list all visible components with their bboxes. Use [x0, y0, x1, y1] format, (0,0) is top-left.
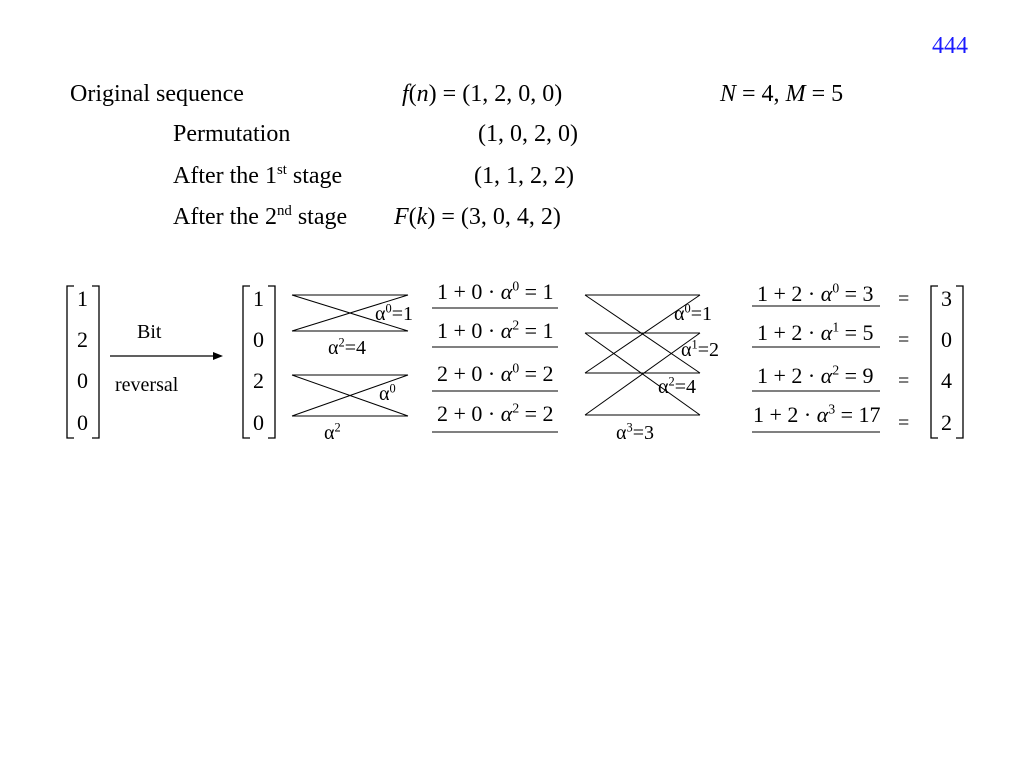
permuted-vector-0: 1 [253, 286, 264, 311]
output-vector-0: 3 [941, 286, 952, 311]
original-values: ) = (1, 2, 0, 0) [428, 81, 563, 107]
s2-result-1 [757, 280, 874, 306]
s1-r4-a: 2 [437, 401, 448, 426]
s2-twiddle-2 [681, 337, 719, 361]
s1-r1-dot: · [487, 279, 496, 304]
original-arg: n [416, 81, 429, 107]
stage1-label-post: stage [286, 163, 343, 189]
s1-r3-a: 2 [437, 361, 448, 386]
s1-r2-dot: · [487, 318, 496, 343]
s2-r3-a: 1 [757, 363, 768, 388]
input-vector-2: 0 [77, 368, 88, 393]
s2-twiddle-2-rest: =2 [697, 339, 719, 361]
s2-twiddle-1-base: α [674, 303, 685, 325]
original-func: f [402, 81, 409, 107]
s2-r3-exp: 2 [832, 362, 840, 378]
s1-twiddle-3-sup: 0 [389, 381, 396, 396]
s2-r2-a: 1 [757, 320, 768, 345]
s1-twiddle-2-sup: 2 [338, 335, 345, 350]
input-bracket-right [92, 286, 99, 438]
bit-reversal-label-bit: Bit [137, 321, 162, 343]
equals-3: = [898, 370, 910, 392]
s1-r4-op: + [453, 401, 466, 426]
stage2-sup: nd [276, 203, 292, 219]
slide-number: 444 [932, 33, 968, 59]
s2-twiddle-4-rest: =3 [632, 422, 654, 444]
s1-r1-a: 1 [437, 279, 448, 304]
stage2-values: ) = (3, 0, 4, 2) [427, 204, 561, 230]
s2-r2-alpha: α [820, 320, 833, 345]
s1-twiddle-4 [324, 420, 341, 444]
output-vector-3: 2 [941, 410, 952, 435]
bit-reversal-arrow-head [213, 352, 223, 360]
s2-r4-exp: 3 [828, 401, 836, 417]
output-bracket-right [956, 286, 963, 438]
s1-twiddle-1 [375, 301, 413, 325]
param-n-val: = 4, [736, 81, 786, 107]
stage1-label-pre: After the 1 [173, 163, 277, 189]
s1-twiddle-3 [379, 381, 396, 405]
s1-r4-res: = 2 [524, 401, 554, 426]
s2-twiddle-3-sup: 2 [668, 374, 675, 389]
s2-r4-res: = 17 [840, 402, 881, 427]
input-vector-1: 2 [77, 327, 88, 352]
stage2-func: F [394, 204, 409, 230]
s2-r4-a: 1 [753, 402, 764, 427]
stage2-arg: k [416, 204, 428, 230]
original-sequence-formula: f(n) = (1, 2, 0, 0) [402, 81, 563, 107]
s1-r3-op: + [453, 361, 466, 386]
s1-r1-exp: 0 [512, 278, 520, 294]
s1-r3-exp: 0 [512, 360, 520, 376]
s1-r1-alpha: α [500, 279, 513, 304]
s2-r4-dot: · [803, 402, 812, 427]
s2-twiddle-4-base: α [616, 422, 627, 444]
s2-r3-alpha: α [820, 363, 833, 388]
s2-r4-b: 2 [787, 402, 799, 427]
input-vector-3: 0 [77, 410, 88, 435]
s2-twiddle-3 [658, 374, 696, 398]
permuted-vector-3: 0 [253, 410, 264, 435]
s1-r2-a: 1 [437, 318, 448, 343]
stage2-label-post: stage [291, 204, 348, 230]
equals-4: = [898, 412, 910, 434]
s1-r4-exp: 2 [512, 400, 520, 416]
param-m: M [785, 81, 806, 107]
permuted-bracket-left [243, 286, 250, 438]
s1-twiddle-1-sup: 0 [385, 301, 392, 316]
s2-r1-op: + [773, 281, 786, 306]
s1-r1-res: = 1 [524, 279, 554, 304]
s1-r2-res: = 1 [524, 318, 554, 343]
s2-r3-b: 2 [791, 363, 803, 388]
s1-r2-b: 0 [471, 318, 483, 343]
s2-r1-dot: · [807, 281, 816, 306]
param-n: N [720, 81, 737, 107]
s2-twiddle-3-rest: =4 [674, 376, 696, 398]
s1-twiddle-2-base: α [328, 337, 339, 359]
s1-r2-alpha: α [500, 318, 513, 343]
output-vector-2: 4 [941, 368, 952, 393]
s2-r1-res: = 3 [844, 281, 874, 306]
s1-twiddle-1-rest: =1 [391, 303, 413, 325]
s2-r1-b: 2 [791, 281, 803, 306]
s1-twiddle-3-base: α [379, 383, 390, 405]
permutation-label: Permutation [173, 121, 291, 147]
s1-r4-b: 0 [471, 401, 483, 426]
s2-twiddle-2-base: α [681, 339, 692, 361]
original-sequence-label: Original sequence [70, 81, 244, 107]
s1-r3-dot: · [487, 361, 496, 386]
s1-r4-alpha: α [500, 401, 513, 426]
s2-result-2 [757, 319, 874, 345]
stage1-sup: st [276, 162, 287, 178]
s2-r3-res: = 9 [844, 363, 874, 388]
permuted-vector-2: 2 [253, 368, 264, 393]
permuted-bracket-right [268, 286, 275, 438]
s1-twiddle-2-rest: =4 [344, 337, 366, 359]
s1-twiddle-4-base: α [324, 422, 335, 444]
s2-r4-alpha: α [816, 402, 829, 427]
s2-r3-dot: · [807, 363, 816, 388]
s2-r2-dot: · [807, 320, 816, 345]
equals-1: = [898, 288, 910, 310]
s1-result-4 [437, 400, 554, 426]
output-bracket-left [931, 286, 938, 438]
s2-r3-op: + [773, 363, 786, 388]
s1-result-3 [437, 360, 554, 386]
stage1-values: (1, 1, 2, 2) [474, 163, 574, 189]
s1-result-1 [437, 278, 554, 304]
s2-twiddle-1 [674, 301, 712, 325]
s2-r1-alpha: α [820, 281, 833, 306]
s2-result-3 [757, 362, 874, 388]
bit-reversal-label-reversal: reversal [115, 374, 179, 396]
s1-result-2 [437, 317, 554, 343]
permuted-vector-1: 0 [253, 327, 264, 352]
s1-r3-res: = 2 [524, 361, 554, 386]
s1-r4-dot: · [487, 401, 496, 426]
s1-r2-exp: 2 [512, 317, 520, 333]
equals-2: = [898, 329, 910, 351]
s1-twiddle-1-base: α [375, 303, 386, 325]
s1-r3-b: 0 [471, 361, 483, 386]
s1-twiddle-2 [328, 335, 366, 359]
s1-r3-alpha: α [500, 361, 513, 386]
stage2-formula: F(k) = (3, 0, 4, 2) [394, 204, 561, 230]
s2-r2-exp: 1 [832, 319, 840, 335]
s2-r1-a: 1 [757, 281, 768, 306]
s2-r2-op: + [773, 320, 786, 345]
s1-r1-op: + [453, 279, 466, 304]
s2-twiddle-1-rest: =1 [690, 303, 712, 325]
s2-result-4 [753, 401, 881, 427]
s2-twiddle-2-sup: 1 [691, 337, 698, 352]
s2-r1-exp: 0 [832, 280, 840, 296]
s1-twiddle-4-sup: 2 [334, 420, 341, 435]
s1-r2-op: + [453, 318, 466, 343]
permutation-values: (1, 0, 2, 0) [478, 121, 578, 147]
stage2-label-pre: After the 2 [173, 204, 277, 230]
s1-r1-b: 0 [471, 279, 483, 304]
param-m-val: = 5 [805, 81, 844, 107]
s2-twiddle-1-sup: 0 [684, 301, 691, 316]
s2-twiddle-4 [616, 420, 654, 444]
s2-r4-op: + [769, 402, 782, 427]
s2-twiddle-3-base: α [658, 376, 669, 398]
s2-r2-b: 2 [791, 320, 803, 345]
s2-r2-res: = 5 [844, 320, 874, 345]
output-vector-1: 0 [941, 327, 952, 352]
s2-twiddle-4-sup: 3 [626, 420, 633, 435]
input-bracket-left [67, 286, 74, 438]
input-vector-0: 1 [77, 286, 88, 311]
